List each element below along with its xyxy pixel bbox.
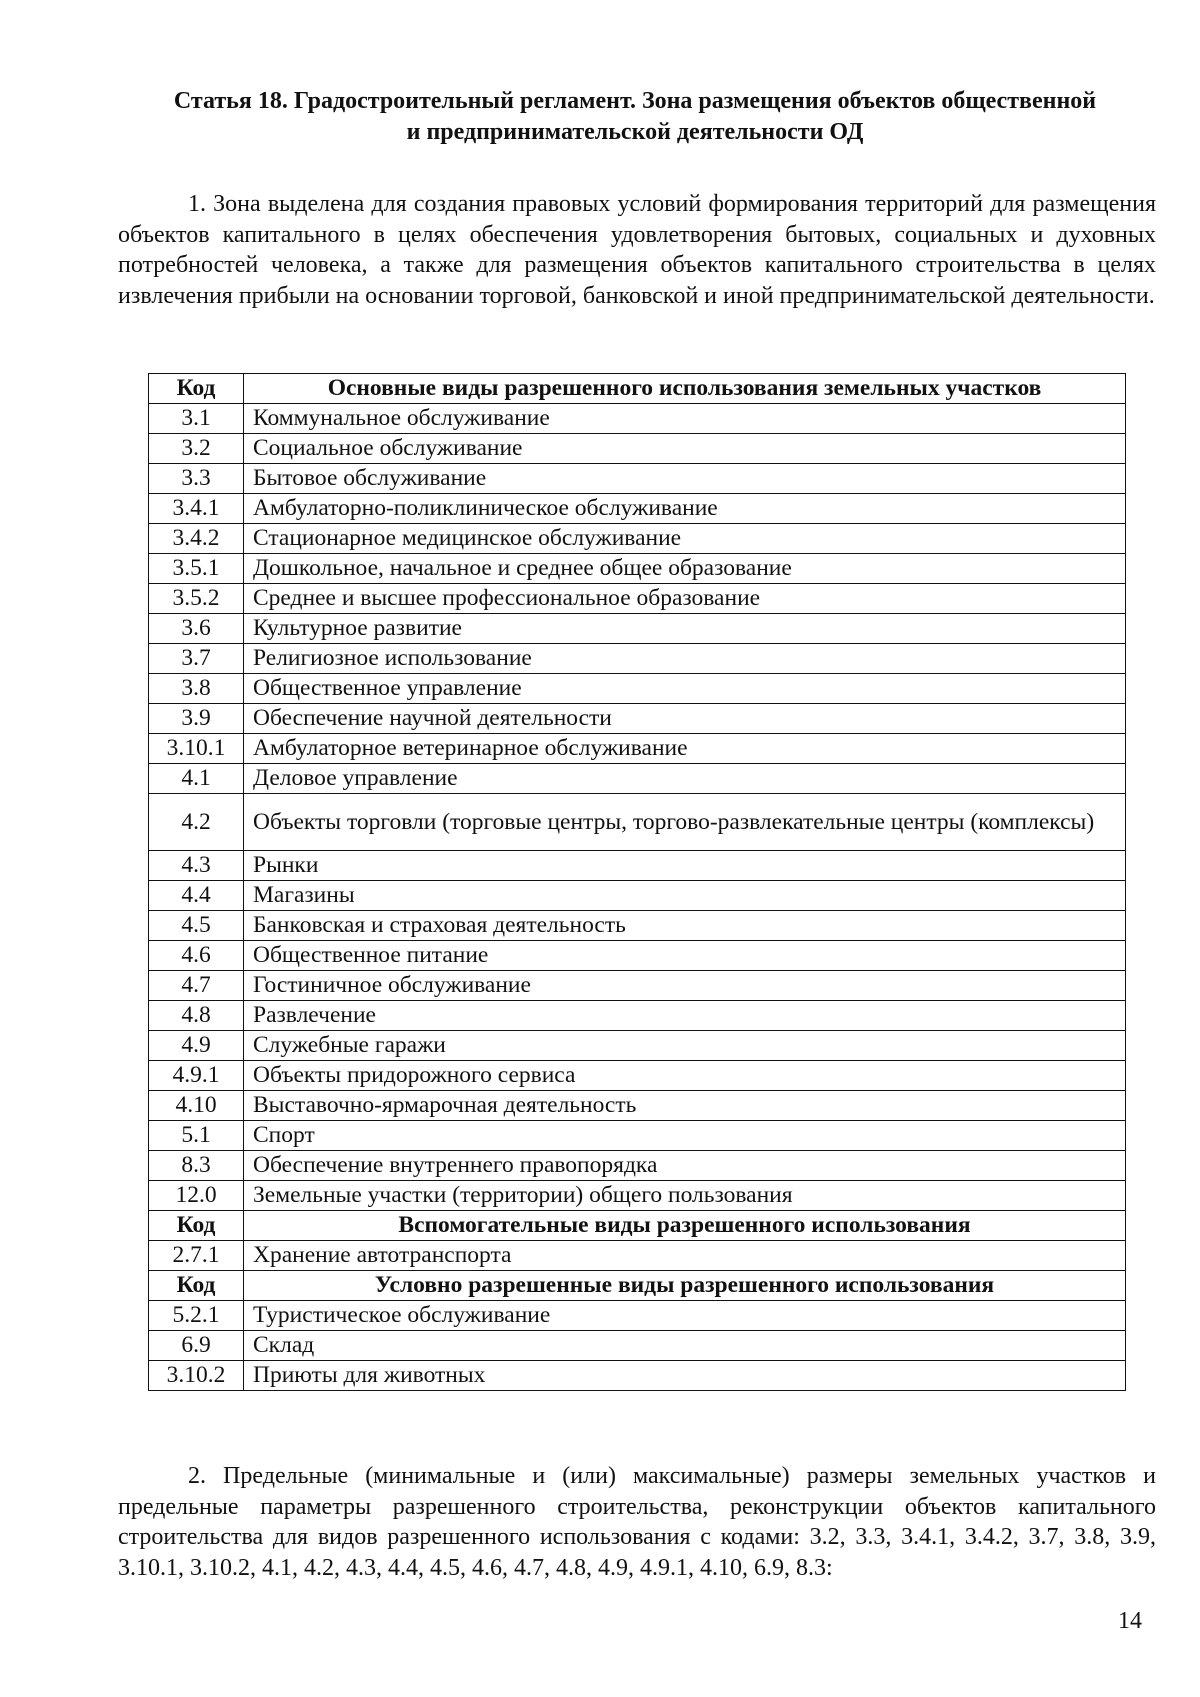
use-code-cell: 3.7 bbox=[149, 644, 244, 674]
code-column-header: Код bbox=[149, 1271, 244, 1301]
use-code-cell: 4.4 bbox=[149, 881, 244, 911]
main-use-row bbox=[149, 971, 1126, 1001]
main-use-row bbox=[149, 734, 1126, 764]
use-code-cell: 8.3 bbox=[149, 1151, 244, 1181]
use-name-cell: Бытовое обслуживание bbox=[244, 464, 1126, 494]
use-code-cell: 2.7.1 bbox=[149, 1241, 244, 1271]
use-type-column-header: Основные виды разрешенного использования земельных участков bbox=[244, 374, 1126, 404]
use-name-cell: Земельные участки (территории) общего пользования bbox=[244, 1181, 1126, 1211]
main-use-row bbox=[149, 524, 1126, 554]
use-code-cell: 3.10.2 bbox=[149, 1361, 244, 1391]
use-code-cell: 3.9 bbox=[149, 704, 244, 734]
land-use-table-body bbox=[149, 374, 1126, 1391]
use-type-column-header: Вспомогательные виды разрешенного использования bbox=[244, 1211, 1126, 1241]
use-name-cell: Служебные гаражи bbox=[244, 1031, 1126, 1061]
main-use-row bbox=[149, 1031, 1126, 1061]
use-name-cell: Объекты придорожного сервиса bbox=[244, 1061, 1126, 1091]
use-name-cell: Культурное развитие bbox=[244, 614, 1126, 644]
use-code-cell: 4.6 bbox=[149, 941, 244, 971]
auxiliary-use-row bbox=[149, 1241, 1126, 1271]
use-name-cell: Социальное обслуживание bbox=[244, 434, 1126, 464]
main-use-row bbox=[149, 911, 1126, 941]
main-use-row bbox=[149, 404, 1126, 434]
use-name-cell: Спорт bbox=[244, 1121, 1126, 1151]
use-name-cell: Общественное питание bbox=[244, 941, 1126, 971]
main-use-row bbox=[149, 881, 1126, 911]
main-use-row bbox=[149, 644, 1126, 674]
use-name-cell: Религиозное использование bbox=[244, 644, 1126, 674]
code-column-header: Код bbox=[149, 1211, 244, 1241]
use-name-cell: Среднее и высшее профессиональное образование bbox=[244, 584, 1126, 614]
use-name-cell: Выставочно-ярмарочная деятельность bbox=[244, 1091, 1126, 1121]
use-code-cell: 3.2 bbox=[149, 434, 244, 464]
use-code-cell: 3.1 bbox=[149, 404, 244, 434]
use-name-cell: Деловое управление bbox=[244, 764, 1126, 794]
use-code-cell: 4.9 bbox=[149, 1031, 244, 1061]
main-use-row bbox=[149, 1001, 1126, 1031]
use-code-cell: 4.1 bbox=[149, 764, 244, 794]
use-code-cell: 6.9 bbox=[149, 1331, 244, 1361]
article-title bbox=[110, 86, 1160, 148]
use-code-cell: 3.6 bbox=[149, 614, 244, 644]
use-name-cell: Обеспечение внутреннего правопорядка bbox=[244, 1151, 1126, 1181]
main-use-row bbox=[149, 941, 1126, 971]
use-name-cell: Обеспечение научной деятельности bbox=[244, 704, 1126, 734]
use-name-cell: Дошкольное, начальное и среднее общее образование bbox=[244, 554, 1126, 584]
use-code-cell: 4.10 bbox=[149, 1091, 244, 1121]
use-name-cell: Рынки bbox=[244, 851, 1126, 881]
use-name-cell: Общественное управление bbox=[244, 674, 1126, 704]
use-name-cell: Приюты для животных bbox=[244, 1361, 1126, 1391]
use-code-cell: 3.4.1 bbox=[149, 494, 244, 524]
use-name-cell: Туристическое обслуживание bbox=[244, 1301, 1126, 1331]
conditional-use-row bbox=[149, 1301, 1126, 1331]
use-name-cell: Банковская и страховая деятельность bbox=[244, 911, 1126, 941]
main-use-row bbox=[149, 554, 1126, 584]
use-name-cell: Магазины bbox=[244, 881, 1126, 911]
use-type-column-header: Условно разрешенные виды разрешенного использования bbox=[244, 1271, 1126, 1301]
land-use-table bbox=[148, 373, 1126, 1391]
main-use-row bbox=[149, 764, 1126, 794]
use-code-cell: 4.8 bbox=[149, 1001, 244, 1031]
main-use-row bbox=[149, 704, 1126, 734]
paragraph-2: 2. Предельные (минимальные и (или) максимальные) размеры земельных участков и предельные параметры разрешенного строительства, реконструкции объектов капитального строительства для видов разрешенного использования с кодами: 3.2, 3.3, 3.4.1, 3.4.2, 3.7, 3.8, 3.9, 3.10.1, 3.10.2, 4.1, 4.2, 4.3, 4.4, 4.5, 4.6, 4.7, 4.8, 4.9, 4.9.1, 4.10, 6.9, 8.3: bbox=[118, 1463, 1156, 1581]
use-code-cell: 3.5.2 bbox=[149, 584, 244, 614]
article-title-line-2: и предпринимательской деятельности ОД bbox=[406, 119, 864, 145]
use-code-cell: 3.5.1 bbox=[149, 554, 244, 584]
use-name-cell: Амбулаторно-поликлиническое обслуживание bbox=[244, 494, 1126, 524]
main-use-row bbox=[149, 1151, 1126, 1181]
use-code-cell: 3.10.1 bbox=[149, 734, 244, 764]
main-use-row bbox=[149, 1061, 1126, 1091]
main-use-row bbox=[149, 1091, 1126, 1121]
conditional-uses-header-row bbox=[149, 1271, 1126, 1301]
use-name-cell: Амбулаторное ветеринарное обслуживание bbox=[244, 734, 1126, 764]
use-name-cell: Стационарное медицинское обслуживание bbox=[244, 524, 1126, 554]
use-code-cell: 3.8 bbox=[149, 674, 244, 704]
main-use-row bbox=[149, 674, 1126, 704]
main-use-row bbox=[149, 1121, 1126, 1151]
use-name-cell: Гостиничное обслуживание bbox=[244, 971, 1126, 1001]
main-use-row bbox=[149, 494, 1126, 524]
use-code-cell: 4.5 bbox=[149, 911, 244, 941]
main-use-row bbox=[149, 1181, 1126, 1211]
main-use-row bbox=[149, 614, 1126, 644]
use-name-cell: Хранение автотранспорта bbox=[244, 1241, 1126, 1271]
use-code-cell: 3.3 bbox=[149, 464, 244, 494]
use-code-cell: 4.9.1 bbox=[149, 1061, 244, 1091]
article-title-line-1: Статья 18. Градостроительный регламент. Зона размещения объектов общественной bbox=[173, 88, 1097, 114]
use-code-cell: 4.7 bbox=[149, 971, 244, 1001]
use-code-cell: 4.2 bbox=[149, 794, 244, 851]
conditional-use-row bbox=[149, 1361, 1126, 1391]
page-number: 14 bbox=[1118, 1608, 1142, 1634]
conditional-use-row bbox=[149, 1331, 1126, 1361]
use-name-cell: Развлечение bbox=[244, 1001, 1126, 1031]
use-code-cell: 5.2.1 bbox=[149, 1301, 244, 1331]
use-name-cell: Склад bbox=[244, 1331, 1126, 1361]
use-code-cell: 4.3 bbox=[149, 851, 244, 881]
main-use-row bbox=[149, 464, 1126, 494]
use-name-cell: Объекты торговли (торговые центры, торгово-развлекательные центры (комплексы) bbox=[244, 794, 1126, 851]
paragraph-1: 1. Зона выделена для создания правовых условий формирования территорий для размещения объектов капитального в целях обеспечения удовлетворения бытовых, социальных и духовных потребностей человека, а также для размещения объектов капитального строительства в целях извлечения прибыли на основании торговой, банковской и иной предпринимательской деятельности. bbox=[118, 191, 1156, 309]
main-use-row bbox=[149, 584, 1126, 614]
main-use-row bbox=[149, 434, 1126, 464]
use-code-cell: 12.0 bbox=[149, 1181, 244, 1211]
use-code-cell: 3.4.2 bbox=[149, 524, 244, 554]
code-column-header: Код bbox=[149, 374, 244, 404]
use-name-cell: Коммунальное обслуживание bbox=[244, 404, 1126, 434]
main-use-row bbox=[149, 851, 1126, 881]
use-code-cell: 5.1 bbox=[149, 1121, 244, 1151]
auxiliary-uses-header-row bbox=[149, 1211, 1126, 1241]
main-use-row bbox=[149, 794, 1126, 851]
main-uses-header-row bbox=[149, 374, 1126, 404]
